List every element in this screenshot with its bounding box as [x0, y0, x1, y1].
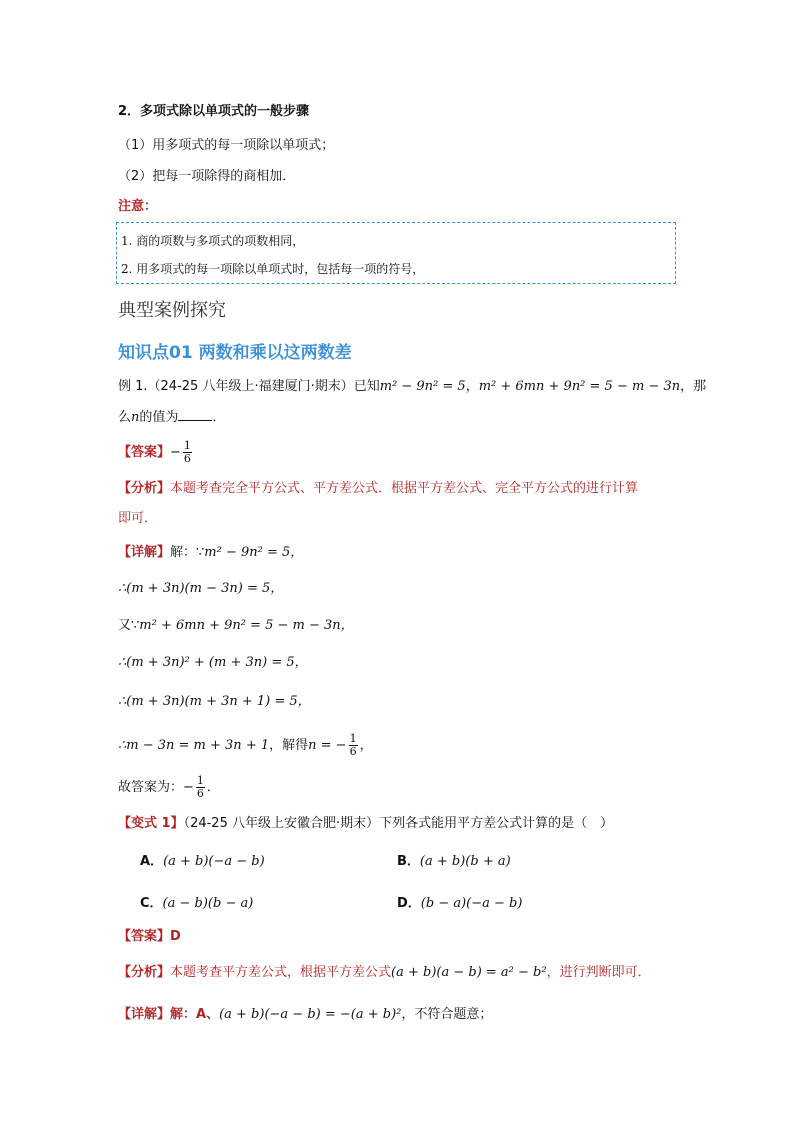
variant-1-analysis: [118, 964, 651, 982]
note-box: [116, 222, 676, 284]
text-fragment: 么: [118, 410, 132, 425]
example-1-question-line2: [118, 408, 225, 427]
option-label: C．: [140, 896, 163, 911]
option-label: D．: [397, 896, 421, 911]
option-b: [397, 850, 511, 869]
variant-1-question: [118, 815, 613, 833]
formula: (a + b)(−a − b) = −(a + b)²: [219, 1007, 402, 1022]
equation: n = −: [308, 738, 347, 753]
numerator: 1: [183, 439, 191, 452]
option-expression: (b − a)(−a − b): [420, 896, 523, 911]
text-fragment: 的值为: [139, 410, 179, 425]
variant-1-detail: [118, 1006, 492, 1024]
variant-1-answer: [118, 928, 181, 946]
numerator: 1: [196, 774, 204, 787]
note-label: 注意：: [118, 199, 158, 214]
step-2: （2）把每一项除得的商相加．: [118, 169, 296, 184]
text-fragment: ，解得: [269, 738, 309, 753]
option-label: B．: [397, 854, 420, 869]
example-1-analysis-line2: 即可．: [118, 511, 158, 526]
detail-step-2: ∴(m + 3n)(m − 3n) = 5，: [118, 581, 284, 596]
variant-label: 【变式 1】: [118, 816, 184, 831]
detail-step-6: [118, 733, 373, 758]
denominator: 6: [183, 452, 191, 465]
option-d: [397, 892, 522, 911]
answer-label: 【答案】: [118, 929, 171, 944]
detail-text: 解：A、: [170, 1007, 220, 1022]
detail-step-5: ∴(m + 3n)(m + 3n + 1) = 5，: [118, 694, 311, 709]
detail-step-4: ∴(m + 3n)² + (m + 3n) = 5，: [118, 655, 308, 670]
fraction: [183, 440, 192, 465]
detail-intro: 解：∵: [170, 545, 205, 560]
equation: m² + 6mn + 9n² = 5 − m − 3n，: [139, 618, 354, 633]
analysis-label: 【分析】: [118, 965, 171, 980]
text-fragment: ．: [212, 410, 226, 425]
equation: ∴m − 3n = m + 3n + 1: [118, 738, 270, 753]
option-label: A．: [140, 854, 164, 869]
analysis-text: 本题考查平方差公式，根据平方差公式: [170, 965, 392, 980]
analysis-text: ，进行判断即可．: [546, 965, 651, 980]
numerator: 1: [349, 732, 357, 745]
step-1: （1）用多项式的每一项除以单项式；: [118, 138, 335, 153]
option-expression: (a + b)(b + a): [419, 854, 511, 869]
example-1-analysis: [118, 480, 638, 498]
example-1-answer: [118, 440, 194, 465]
formula: (a + b)(a − b) = a² − b²: [391, 965, 547, 980]
separator: ，: [465, 379, 479, 394]
section-title: 2．多项式除以单项式的一般步骤: [118, 104, 310, 119]
analysis-text: 本题考查完全平方公式、平方差公式．根据平方差公式、完全平方公式的进行计算: [170, 481, 639, 496]
example-prefix: 例 1.（24-25 八年级上·福建厦门·期末）已知: [118, 379, 380, 394]
option-expression: (a + b)(−a − b): [163, 854, 265, 869]
example-1-detail: [118, 544, 303, 562]
denominator: 6: [196, 787, 204, 800]
text-fragment: ．: [206, 780, 220, 795]
minus-sign: −: [170, 445, 181, 460]
detail-label: 【详解】: [118, 1007, 171, 1022]
text-fragment: ，: [359, 738, 373, 753]
option-c: [140, 892, 253, 911]
note-1: 1. 商的项数与多项式的项数相同，: [121, 234, 305, 248]
detail-text: ，不符合题意；: [401, 1007, 493, 1022]
answer-value: D: [170, 929, 181, 944]
detail-step-1: m² − 9n² = 5，: [204, 545, 304, 560]
answer-blank: [178, 408, 212, 421]
example-suffix: ，那: [680, 379, 707, 394]
equation-2: m² + 6mn + 9n² = 5 − m − 3n: [478, 379, 681, 394]
minus-sign: −: [183, 780, 194, 795]
note-2: 2. 用多项式的每一项除以单项式时，包括每一项的符号，: [121, 262, 425, 276]
detail-label: 【详解】: [118, 545, 171, 560]
denominator: 6: [349, 745, 357, 758]
detail-step-3: [118, 617, 354, 635]
fraction: [196, 775, 205, 800]
variant-text: （24-25 八年级上安徽合肥·期末）下列各式能用平方差公式计算的是（ ）: [183, 816, 614, 831]
knowledge-point-heading: 知识点01 两数和乘以这两数差: [118, 343, 352, 363]
option-expression: (a − b)(b − a): [162, 896, 254, 911]
variable-n: n: [131, 410, 140, 425]
equation-1: m² − 9n² = 5: [379, 379, 466, 394]
text-fragment: 又∵: [118, 618, 140, 633]
final-answer: [118, 775, 220, 800]
example-1-question: [118, 378, 706, 396]
answer-label: 【答案】: [118, 445, 171, 460]
option-a: [140, 850, 265, 869]
text-fragment: 故答案为：: [118, 780, 184, 795]
section-heading: 典型案例探究: [118, 300, 226, 321]
fraction: [349, 733, 358, 758]
analysis-label: 【分析】: [118, 481, 171, 496]
